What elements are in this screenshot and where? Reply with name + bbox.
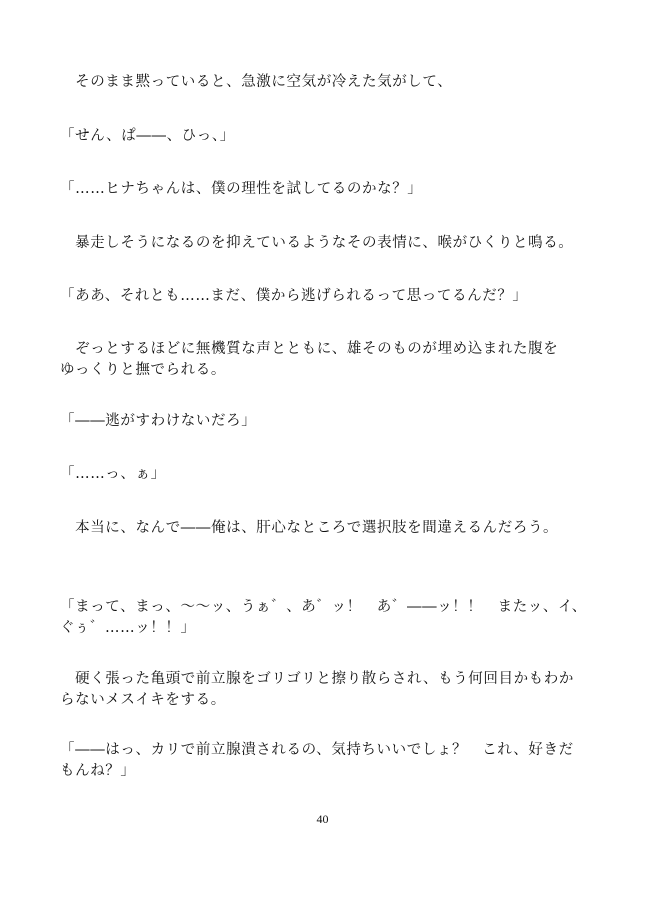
paragraph-1: そのまま黙っていると、急激に空気が冷えた気がして、	[60, 74, 453, 90]
paragraph-3: 「……ヒナちゃんは、僕の理性を試してるのかな？」	[60, 181, 423, 197]
paragraph-6: ぞっとするほどに無機質な声とともに、雄そのものが埋め込まれた腹を ゆっくりと撫でられる。	[60, 341, 559, 378]
paragraph-5: 「ああ、それとも……まだ、僕から逃げられるって思ってるんだ？」	[60, 288, 528, 304]
paragraph-2: 「せん、ぱ――、ひっ、」	[60, 128, 235, 144]
paragraph-12: 「――はっ、カリで前立腺潰されるの、気持ちいいでしょ？ これ、好きだ もんね？」	[60, 742, 574, 779]
paragraph-9: 本当に、なんで――俺は、肝心なところで選択肢を間違えるんだろう。	[60, 520, 559, 536]
paragraph-7: 「――逃がすわけないだろ」	[60, 413, 257, 429]
paragraph-4: 暴走しそうになるのを抑えているようなその表情に、喉がひくりと鳴る。	[60, 235, 574, 251]
page-number: 40	[316, 812, 329, 826]
paragraph-11: 硬く張った亀頭で前立腺をゴリゴリと擦り散らされ、もう何回目かもわか らないメスイキをする。	[60, 671, 574, 708]
paragraph-10: 「まって、まっ、～～ッ、うぁ゛、あ゛ッ！ あ゛――ッ！！ またッ、イ、 ぐぅ゛……ッ！！」	[60, 599, 587, 636]
paragraph-8: 「……っ、ぁ」	[60, 466, 166, 482]
